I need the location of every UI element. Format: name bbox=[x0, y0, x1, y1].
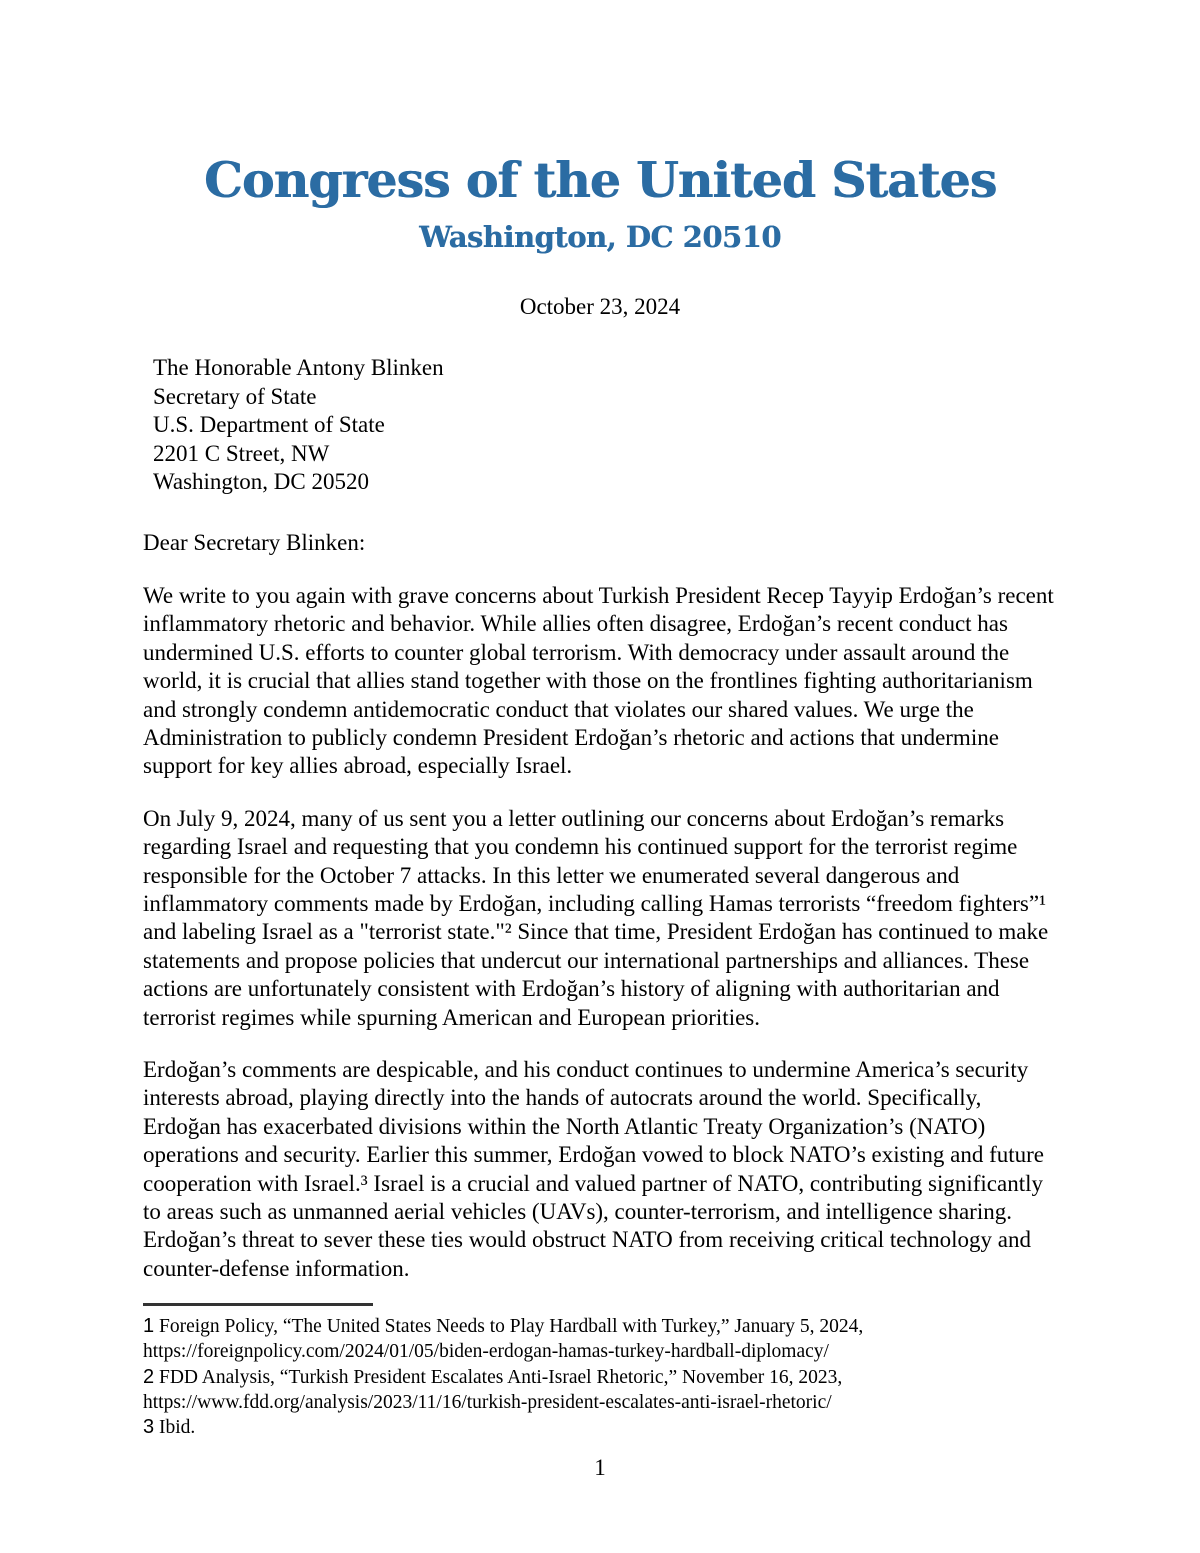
letterhead bbox=[143, 0, 1057, 254]
recipient-city: Washington, DC 20520 bbox=[153, 469, 370, 495]
body-paragraph-3: Erdoğan’s comments are despicable, and his conduct continues to undermine America’s security interests abroad, playing directly into the hands of autocrats around the world. Specifically, Erdoğan has exacerbated divisions within the North Atlantic Treaty Organization’s (NATO) operations and security. Earlier this summer, Erdoğan vowed to block NATO’s existing and future cooperation with Israel.³ Israel is a crucial and valued partner of NATO, contributing significantly to areas such as unmanned aerial vehicles (UAVs), counter-terrorism, and intelligence sharing. Erdoğan’s threat to sever these ties would obstruct NATO from receiving critical technology and counter-defense information. bbox=[143, 1056, 1044, 1281]
footnote-1-text: Foreign Policy, “The United States Needs to Play Hardball with Turkey,” January 5, 2024, https://foreignpolicy.com/2024/01/05/biden-erdogan-hamas-turkey-hardball-diplomacy/ bbox=[143, 1316, 864, 1363]
footnote-3 bbox=[143, 1415, 1057, 1441]
recipient-name: The Honorable Antony Blinken bbox=[153, 355, 444, 381]
footnote-3-text: Ibid. bbox=[159, 1417, 196, 1439]
footnote-1-marker: 1 bbox=[143, 1315, 155, 1338]
footnote-2-marker: 2 bbox=[143, 1365, 155, 1388]
body-paragraph-2: On July 9, 2024, many of us sent you a letter outlining our concerns about Erdoğan’s remarks regarding Israel and requesting that you condemn his continued support for the terrorist regime responsible for the October 7 attacks. In this letter we enumerated several dangerous and inflammatory comments made by Erdoğan, including calling Hamas terrorists “freedom fighters”¹ and labeling Israel as a "terrorist state."² Since that time, President Erdoğan has continued to make statements and propose policies that undercut our international partnerships and alliances. These actions are unfortunately consistent with Erdoğan’s history of aligning with authoritarian and terrorist regimes while spurning American and European priorities. bbox=[143, 805, 1049, 1030]
footnotes-section bbox=[143, 1303, 1057, 1441]
body-paragraph-1: We write to you again with grave concerns about Turkish President Recep Tayyip Erdoğan’s recent inflammatory rhetoric and behavior. While allies often disagree, Erdoğan’s recent conduct has undermined U.S. efforts to counter global terrorism. With democracy under assault around the world, it is crucial that allies stand together with those on the frontlines fighting authoritarianism and strongly condemn antidemocratic conduct that violates our shared values. We urge the Administration to publicly condemn President Erdoğan’s rhetoric and actions that undermine support for key allies abroad, especially Israel. bbox=[143, 582, 1054, 779]
footnote-2 bbox=[143, 1365, 1057, 1416]
salutation: Dear Secretary Blinken: bbox=[143, 530, 366, 556]
recipient-address-block bbox=[143, 354, 1057, 496]
recipient-department: U.S. Department of State bbox=[153, 412, 385, 438]
recipient-street: 2201 C Street, NW bbox=[153, 440, 330, 466]
footnote-separator-line bbox=[143, 1303, 373, 1306]
recipient-title: Secretary of State bbox=[153, 383, 317, 409]
page-number: 1 bbox=[594, 1455, 606, 1480]
letterhead-subtitle: Washington, DC 20510 bbox=[419, 220, 781, 255]
footnote-2-text: FDD Analysis, “Turkish President Escalates Anti-Israel Rhetoric,” November 16, 2023, https://www.fdd.org/analysis/2023/11/16/turkish-president-escalates-anti-israel-rhetoric/ bbox=[143, 1366, 843, 1413]
footnote-3-marker: 3 bbox=[143, 1416, 155, 1439]
letterhead-title: Congress of the United States bbox=[203, 151, 997, 209]
footnote-1 bbox=[143, 1314, 1057, 1365]
letter-date: October 23, 2024 bbox=[519, 294, 681, 320]
